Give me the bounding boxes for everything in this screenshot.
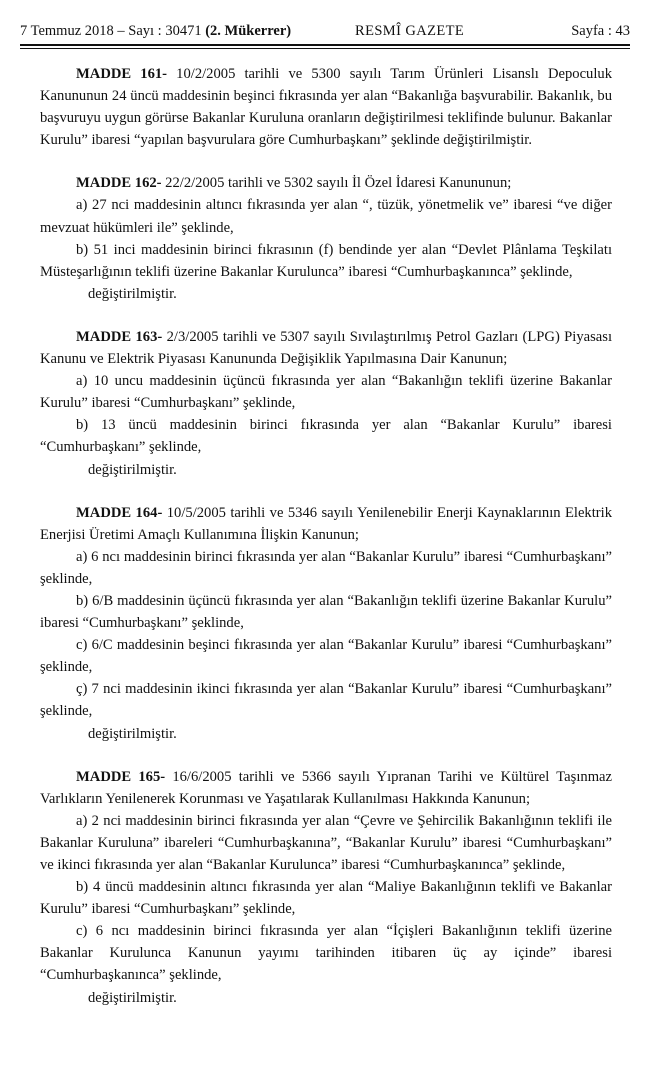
article-item: a) 10 uncu maddesinin üçüncü fıkrasında yer alan “Bakanlığın teklifi üzerine Bakanlar Kurulu” ibaresi “Cumhurbaşkanı” şeklinde,	[40, 373, 612, 412]
article-tail: değiştirilmiştir.	[88, 285, 177, 302]
article-lead-paragraph	[40, 326, 612, 370]
article-item: b) 4 üncü maddesinin altıncı fıkrasında yer alan “Maliye Bakanlığının teklifi ve Bakanlar Kurulu” ibaresi “Cumhurbaşkanı” şeklinde,	[40, 879, 612, 918]
article-label: MADDE 165-	[76, 768, 166, 785]
article-tail: değiştirilmiştir.	[88, 725, 177, 742]
article-lead-text: 10/5/2005 tarihli ve 5346 sayılı Yenilenebilir Enerji Kaynaklarının Elektrik Enerjisi Üretimi Amaçlı Kullanımına İlişkin Kanunun;	[40, 504, 612, 543]
header-date-text: 7 Temmuz 2018 – Sayı : 30471	[20, 23, 202, 39]
article-item: c) 6/C maddesinin beşinci fıkrasında yer alan “Bakanlar Kurulu” ibaresi “Cumhurbaşkanı” şeklinde,	[40, 637, 612, 676]
document-page	[0, 20, 650, 1065]
article-item: a) 6 ncı maddesinin birinci fıkrasında yer alan “Bakanlar Kurulu” ibaresi “Cumhurbaşkanı” şeklinde,	[40, 548, 612, 587]
header-publication-title: RESMÎ GAZETE	[355, 23, 465, 39]
article-lead-text: 22/2/2005 tarihli ve 5302 sayılı İl Özel İdaresi Kanununun;	[161, 175, 512, 192]
article-label: MADDE 163-	[76, 328, 163, 345]
header-page-number: Sayfa : 43	[571, 23, 630, 39]
document-body	[40, 49, 612, 1009]
article-tail: değiştirilmiştir.	[88, 989, 177, 1006]
article-item: b) 6/B maddesinin üçüncü fıkrasında yer alan “Bakanlığın teklifi üzerine Bakanlar Kurulu” ibaresi “Cumhurbaşkanı” şeklinde,	[40, 592, 612, 632]
article-block	[40, 172, 612, 305]
article-block	[40, 63, 612, 151]
article-item: b) 13 üncü maddesinin birinci fıkrasında yer alan “Bakanlar Kurulu” ibaresi “Cumhurbaşkanı” şeklinde,	[40, 417, 612, 456]
article-lead-text: 10/2/2005 tarihli ve 5300 sayılı Tarım Ürünleri Lisanslı Depoculuk Kanununun 24 üncü maddesinin beşinci fıkrasında yer alan “Bakanlığa başvurabilir. Bakanlık, bu başvuruyu uygun görürse Bakanlar Kuruluna oranların değiştirilmesi teklifinde bulunur. Bakanlar Kurulu” ibaresi “yapılan başvurulara göre Cumhurbaşkanı” şeklinde değiştirilmiştir.	[40, 66, 613, 149]
page-header	[20, 20, 630, 42]
article-item: a) 27 nci maddesinin altıncı fıkrasında yer alan “, tüzük, yönetmelik ve” ibaresi “ve diğer mevzuat hükümleri ile” şeklinde,	[40, 197, 612, 236]
article-label: MADDE 162-	[76, 175, 162, 192]
article-item: c) 6 ncı maddesinin birinci fıkrasında yer alan “İçişleri Bakanlığının teklifi üzerine Bakanlar Kurulunca Kanunun yayımı tarihinden itibaren üç ay içinde” ibaresi “Cumhurbaşkanınca” şeklinde,	[40, 923, 612, 984]
header-mukerrer-text: (2. Mükerrer)	[205, 23, 292, 39]
article-lead-text: 2/3/2005 tarihli ve 5307 sayılı Sıvılaştırılmış Petrol Gazları (LPG) Piyasası Kanunu ve Elektrik Piyasası Kanununda Değişiklik Yapılmasına Dair Kanunun;	[40, 328, 612, 368]
article-label: MADDE 164-	[76, 504, 163, 521]
article-block	[40, 502, 612, 745]
article-lead-paragraph	[40, 502, 612, 546]
article-item: a) 2 nci maddesinin birinci fıkrasında yer alan “Çevre ve Şehircilik Bakanlığının teklifi ile Bakanlar Kuruluna” ibareleri “Cumhurbaşkanına”, “Bakanlar Kurulu” ibaresi “Cumhurbaşkanı” ve ikinci fıkrasında yer alan “Bakanlar Kurulunca” ibaresi “Cumhurbaşkanınca” şeklinde,	[40, 812, 612, 873]
article-block	[40, 326, 612, 481]
article-lead-paragraph	[40, 172, 612, 194]
article-lead-text: 16/6/2005 tarihli ve 5366 sayılı Yıpranan Tarihi ve Kültürel Taşınmaz Varlıkların Yenilenerek Korunması ve Yaşatılarak Kullanılması Hakkında Kanunun;	[40, 768, 612, 807]
article-item: ç) 7 nci maddesinin ikinci fıkrasında yer alan “Bakanlar Kurulu” ibaresi “Cumhurbaşkanı” şeklinde,	[40, 681, 612, 720]
article-item: b) 51 inci maddesinin birinci fıkrasının (f) bendinde yer alan “Devlet Plânlama Teşkilatı Müsteşarlığının teklifi üzerine Bakanlar Kurulunca” ibaresi “Cumhurbaşkanınca” şeklinde,	[40, 241, 612, 280]
header-date-issue	[20, 20, 291, 42]
article-lead-paragraph	[40, 766, 612, 810]
article-lead-paragraph	[40, 63, 612, 151]
article-block	[40, 766, 612, 1009]
article-tail: değiştirilmiştir.	[88, 461, 177, 478]
article-label: MADDE 161-	[76, 66, 168, 82]
